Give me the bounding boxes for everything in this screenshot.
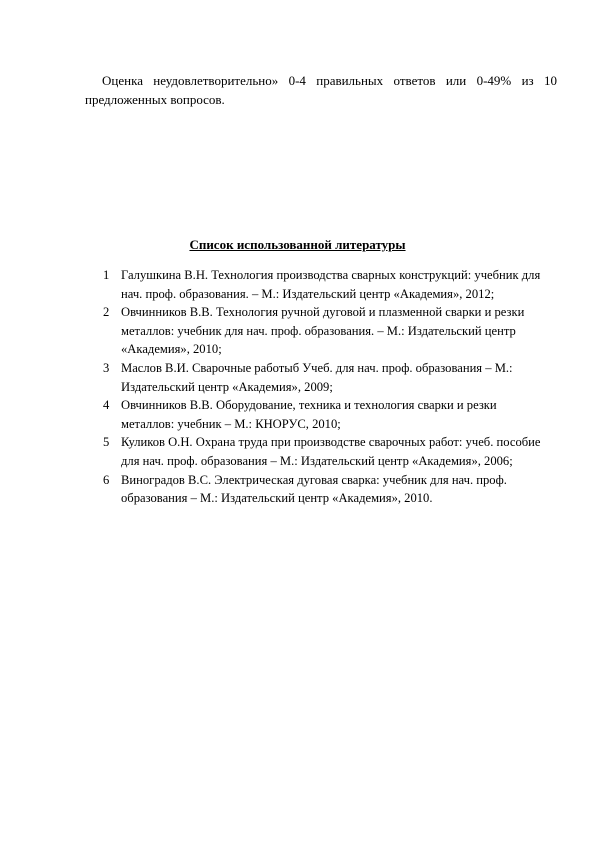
section-title: Список использованной литературы [189, 237, 406, 252]
list-item [0, 433, 595, 470]
list-item [0, 359, 595, 396]
list-item [0, 396, 595, 433]
reference-text: Галушкина В.Н. Технология производства сварных конструкций: учебник для нач. проф. образования. – М.: Издательский центр «Академия», 2012; [121, 268, 541, 301]
reference-text: Маслов В.И. Сварочные работыб Учеб. для нач. проф. образования – М.: Издательский центр «Академия», 2009; [121, 360, 513, 394]
reference-number: 2 [103, 305, 110, 320]
reference-text: Виноградов В.С. Электрическая дуговая сварка: учебник для нач. проф. образования – М.: Издательский центр «Академия», 2010. [121, 472, 507, 506]
list-item [0, 471, 595, 508]
grade-criteria-text: Оценка неудовлетворительно» 0-4 правильных ответов или 0-49% из 10 предложенных вопросов. [85, 73, 557, 107]
reference-number: 4 [103, 398, 110, 413]
list-item [0, 303, 595, 359]
list-item [0, 266, 595, 303]
reference-number: 1 [103, 268, 110, 282]
reference-text: Овчинников В.В. Технология ручной дуговой и плазменной сварки и резки металлов: учебник для нач. проф. образования. – М.: Издательский центр «Академия», 2010; [121, 305, 525, 357]
reference-number: 3 [103, 360, 110, 375]
reference-number: 6 [103, 472, 110, 487]
reference-text: Овчинников В.В. Оборудование, техника и технология сварки и резки металлов: учебник – М.: КНОРУС, 2010; [121, 398, 497, 431]
references-list [0, 266, 595, 508]
reference-number: 5 [103, 435, 110, 450]
reference-text: Куликов О.Н. Охрана труда при производстве сварочных работ: учеб. пособие для нач. проф. образования – М.: Издательский центр «Академия», 2006; [121, 435, 541, 468]
